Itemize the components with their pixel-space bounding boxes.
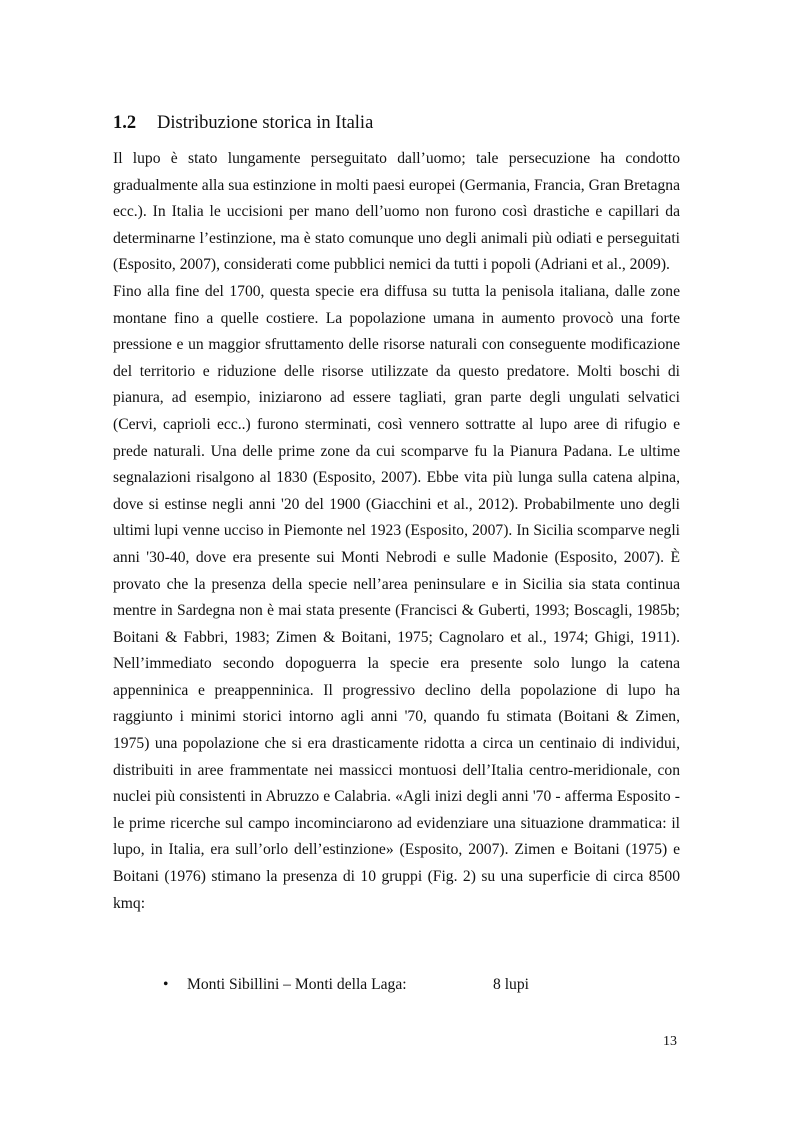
list-item — [163, 972, 529, 999]
list-item-value: 8 lupi — [493, 976, 529, 993]
bullet-icon: • — [163, 976, 169, 993]
paragraph-persecution: Il lupo è stato lungamente perseguitato dall’uomo; tale persecuzione ha condotto gradualmente alla sua estinzione in molti paesi europei (Germania, Francia, Gran Bretagna ecc.). In Italia le uccisioni per mano dell’uomo non furono così drastiche e capillari da determinarne l’estinzione, ma è stato comunque uno degli animali più odiati e perseguitati (Esposito, 2007), considerati come pubblici nemici da tutti i popoli (Adriani et al., 2009). — [113, 150, 680, 274]
section-number: 1.2 — [113, 113, 137, 133]
section-heading — [113, 113, 373, 134]
list-item-label: Monti Sibillini – Monti della Laga: — [187, 976, 407, 993]
section-title: Distribuzione storica in Italia — [157, 113, 374, 133]
page-number: 13 — [663, 1034, 677, 1049]
body-text — [113, 146, 680, 917]
paragraph-distribution: Fino alla fine del 1700, questa specie era diffusa su tutta la penisola italiana, dalle zone montane fino a quelle costiere. La popolazione umana in aumento provocò una forte pressione e un maggior sfruttamento delle risorse naturali con conseguente modificazione del territorio e riduzione delle risorse utilizzate da questo predatore. Molti boschi di pianura, ad esempio, iniziarono ad essere tagliati, gran parte degli ungulati selvatici (Cervi, caprioli ecc..) furono sterminati, così vennero sottratte al lupo aree di rifugio e prede naturali. Una delle prime zone da cui scomparve fu la Pianura Padana. Le ultime segnalazioni risalgono al 1830 (Esposito, 2007). Ebbe vita più lunga sulla catena alpina, dove si estinse negli anni '20 del 1900 (Giacchini et al., 2012). Probabilmente uno degli ultimi lupi venne ucciso in Piemonte nel 1923 (Esposito, 2007). In Sicilia scomparve negli anni '30-40, dove era presente sui Monti Nebrodi e sulle Madonie (Esposito, 2007). È provato che la presenza della specie nell’area peninsulare e in Sicilia sia stata continua mentre in Sardegna non è mai stata presente (Francisci & Guberti, 1993; Boscagli, 1985b; Boitani & Fabbri, 1983; Zimen & Boitani, 1975; Cagnolaro et al., 1974; Ghigi, 1911). Nell’immediato secondo dopoguerra la specie era presente solo lungo la catena appenninica e preappenninica. Il progressivo declino della popolazione di lupo ha raggiunto i minimi storici intorno agli anni '70, quando fu stimata (Boitani & Zimen, 1975) una popolazione che si era drasticamente ridotta a circa un centinaio di individui, distribuiti in aree frammentate nei massicci montuosi dell’Italia centro-meridionale, con nuclei più consistenti in Abruzzo e Calabria. «Agli inizi degli anni '70 - afferma Esposito - le prime ricerche sul campo incominciarono ad evidenziare una situazione drammatica: il lupo, in Italia, era sull’orlo dell’estinzione» (Esposito, 2007). Zimen e Boitani (1975) e Boitani (1976) stimano la presenza di 10 gruppi (Fig. 2) su una superficie di circa 8500 kmq: — [113, 282, 680, 912]
